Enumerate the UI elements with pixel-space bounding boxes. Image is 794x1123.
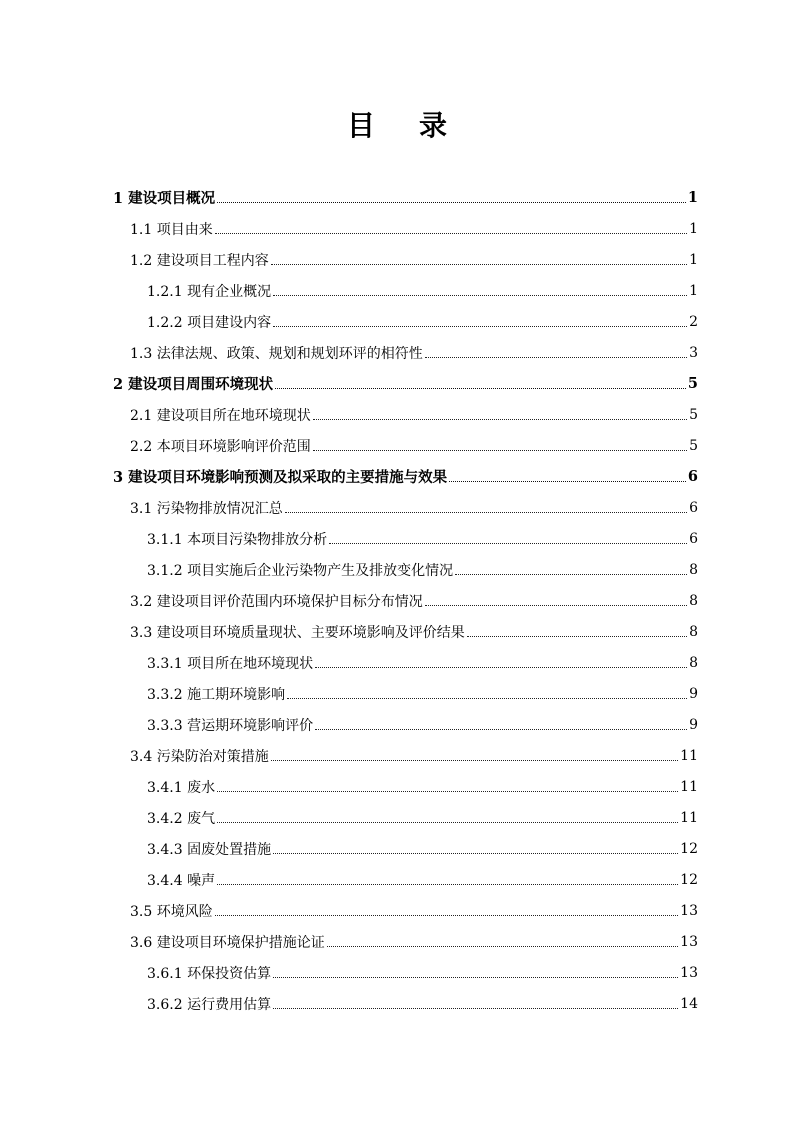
toc-entry-page-number[interactable]: 11 bbox=[680, 747, 698, 764]
toc-entry-page-number[interactable]: 1 bbox=[689, 282, 698, 299]
dot-leader bbox=[315, 728, 687, 730]
toc-entry-page-number[interactable]: 1 bbox=[689, 220, 698, 237]
toc-entry-page-number[interactable]: 12 bbox=[680, 871, 698, 888]
toc-entry[interactable] bbox=[0, 554, 794, 585]
dot-leader bbox=[273, 294, 687, 296]
dot-leader bbox=[273, 1007, 678, 1009]
dot-leader bbox=[275, 387, 686, 389]
table-of-contents bbox=[0, 182, 794, 1019]
dot-leader bbox=[217, 201, 686, 203]
toc-entry-page-number[interactable]: 11 bbox=[680, 809, 698, 826]
dot-leader bbox=[327, 945, 678, 947]
toc-entry-label[interactable]: 3.4.4 噪声 bbox=[147, 872, 216, 889]
dot-leader bbox=[273, 325, 687, 327]
dot-leader bbox=[455, 573, 687, 575]
toc-entry-label[interactable]: 1.2.2 项目建设内容 bbox=[147, 314, 272, 331]
dot-leader bbox=[449, 480, 686, 482]
toc-entry-page-number[interactable]: 8 bbox=[689, 561, 698, 578]
dot-leader bbox=[273, 976, 678, 978]
dot-leader bbox=[313, 449, 687, 451]
toc-entry[interactable] bbox=[0, 988, 794, 1019]
toc-entry[interactable] bbox=[0, 244, 794, 275]
toc-entry-page-number[interactable]: 8 bbox=[689, 592, 698, 609]
toc-entry[interactable] bbox=[0, 678, 794, 709]
toc-entry-page-number[interactable]: 12 bbox=[680, 840, 698, 857]
dot-leader bbox=[285, 511, 687, 513]
toc-entry[interactable] bbox=[0, 399, 794, 430]
dot-leader bbox=[329, 542, 687, 544]
toc-entry-page-number[interactable]: 1 bbox=[687, 189, 698, 206]
toc-entry-label[interactable]: 3.4 污染防治对策措施 bbox=[130, 748, 269, 765]
toc-entry-label[interactable]: 3.3.1 项目所在地环境现状 bbox=[147, 655, 314, 672]
toc-entry-label[interactable]: 3.3.3 营运期环境影响评价 bbox=[147, 717, 314, 734]
toc-entry-label[interactable]: 3.4.1 废水 bbox=[147, 779, 216, 796]
toc-entry-page-number[interactable]: 11 bbox=[680, 778, 698, 795]
dot-leader bbox=[215, 914, 678, 916]
toc-entry-page-number[interactable]: 5 bbox=[689, 406, 698, 423]
toc-entry-page-number[interactable]: 13 bbox=[680, 902, 698, 919]
dot-leader bbox=[217, 883, 678, 885]
toc-entry[interactable] bbox=[0, 957, 794, 988]
toc-entry-label[interactable]: 3.5 环境风险 bbox=[130, 903, 213, 920]
toc-entry-label[interactable]: 3.1.1 本项目污染物排放分析 bbox=[147, 531, 328, 548]
toc-entry[interactable] bbox=[0, 895, 794, 926]
toc-entry-label[interactable]: 3 建设项目环境影响预测及拟采取的主要措施与效果 bbox=[113, 469, 448, 486]
toc-entry-label[interactable]: 1.2.1 现有企业概况 bbox=[147, 283, 272, 300]
toc-entry[interactable] bbox=[0, 771, 794, 802]
toc-entry-page-number[interactable]: 5 bbox=[689, 437, 698, 454]
dot-leader bbox=[217, 790, 678, 792]
dot-leader bbox=[287, 697, 687, 699]
toc-entry-label[interactable]: 1.1 项目由来 bbox=[130, 221, 213, 238]
toc-entry[interactable] bbox=[0, 709, 794, 740]
toc-entry-page-number[interactable]: 2 bbox=[689, 313, 698, 330]
dot-leader bbox=[313, 418, 687, 420]
dot-leader bbox=[467, 635, 687, 637]
toc-entry-label[interactable]: 2.2 本项目环境影响评价范围 bbox=[130, 438, 311, 455]
toc-entry-page-number[interactable]: 1 bbox=[689, 251, 698, 268]
toc-entry-label[interactable]: 3.4.2 废气 bbox=[147, 810, 216, 827]
toc-entry[interactable] bbox=[0, 926, 794, 957]
toc-entry-page-number[interactable]: 6 bbox=[689, 530, 698, 547]
dot-leader bbox=[425, 356, 687, 358]
toc-entry[interactable] bbox=[0, 492, 794, 523]
toc-entry-label[interactable]: 1.2 建设项目工程内容 bbox=[130, 252, 269, 269]
toc-entry-label[interactable]: 1 建设项目概况 bbox=[113, 190, 216, 207]
toc-entry-page-number[interactable]: 9 bbox=[689, 716, 698, 733]
dot-leader bbox=[425, 604, 687, 606]
toc-entry[interactable] bbox=[0, 306, 794, 337]
toc-entry-label[interactable]: 3.4.3 固废处置措施 bbox=[147, 841, 272, 858]
toc-entry-label[interactable]: 3.3 建设项目环境质量现状、主要环境影响及评价结果 bbox=[130, 624, 465, 641]
toc-entry-page-number[interactable]: 5 bbox=[687, 375, 698, 392]
toc-entry[interactable] bbox=[0, 430, 794, 461]
toc-entry[interactable] bbox=[0, 337, 794, 368]
toc-entry[interactable] bbox=[0, 864, 794, 895]
dot-leader bbox=[315, 666, 687, 668]
toc-entry-label[interactable]: 3.1 污染物排放情况汇总 bbox=[130, 500, 283, 517]
toc-entry[interactable] bbox=[0, 833, 794, 864]
toc-entry[interactable] bbox=[0, 213, 794, 244]
toc-entry[interactable] bbox=[0, 802, 794, 833]
toc-entry[interactable] bbox=[0, 461, 794, 492]
toc-entry[interactable] bbox=[0, 740, 794, 771]
toc-title bbox=[0, 104, 794, 144]
toc-entry-page-number[interactable]: 8 bbox=[689, 623, 698, 640]
toc-entry-page-number[interactable]: 6 bbox=[689, 499, 698, 516]
toc-entry[interactable] bbox=[0, 275, 794, 306]
toc-entry-label[interactable]: 2.1 建设项目所在地环境现状 bbox=[130, 407, 311, 424]
toc-title-left: 目 bbox=[346, 109, 375, 142]
toc-entry[interactable] bbox=[0, 585, 794, 616]
toc-entry-page-number[interactable]: 8 bbox=[689, 654, 698, 671]
toc-entry[interactable] bbox=[0, 647, 794, 678]
toc-entry-label[interactable]: 3.6.2 运行费用估算 bbox=[147, 996, 272, 1013]
toc-entry-label[interactable]: 3.2 建设项目评价范围内环境保护目标分布情况 bbox=[130, 593, 423, 610]
toc-entry-label[interactable]: 1.3 法律法规、政策、规划和规划环评的相符性 bbox=[130, 345, 423, 362]
toc-entry-page-number[interactable]: 3 bbox=[689, 344, 698, 361]
toc-entry[interactable] bbox=[0, 616, 794, 647]
toc-entry-page-number[interactable]: 6 bbox=[687, 468, 698, 485]
toc-entry-label[interactable]: 2 建设项目周围环境现状 bbox=[113, 376, 274, 393]
toc-entry-page-number[interactable]: 14 bbox=[680, 995, 698, 1012]
toc-entry-label[interactable]: 3.6.1 环保投资估算 bbox=[147, 965, 272, 982]
dot-leader bbox=[271, 263, 687, 265]
toc-entry-page-number[interactable]: 13 bbox=[680, 964, 698, 981]
toc-entry-page-number[interactable]: 9 bbox=[689, 685, 698, 702]
toc-entry-label[interactable]: 3.6 建设项目环境保护措施论证 bbox=[130, 934, 325, 951]
toc-title-right: 录 bbox=[419, 109, 448, 142]
toc-entry-label[interactable]: 3.3.2 施工期环境影响 bbox=[147, 686, 286, 703]
dot-leader bbox=[271, 759, 678, 761]
toc-entry[interactable] bbox=[0, 523, 794, 554]
toc-entry-page-number[interactable]: 13 bbox=[680, 933, 698, 950]
toc-entry[interactable] bbox=[0, 182, 794, 213]
dot-leader bbox=[217, 821, 678, 823]
toc-entry[interactable] bbox=[0, 368, 794, 399]
dot-leader bbox=[215, 232, 687, 234]
dot-leader bbox=[273, 852, 678, 854]
toc-entry-label[interactable]: 3.1.2 项目实施后企业污染物产生及排放变化情况 bbox=[147, 562, 454, 579]
